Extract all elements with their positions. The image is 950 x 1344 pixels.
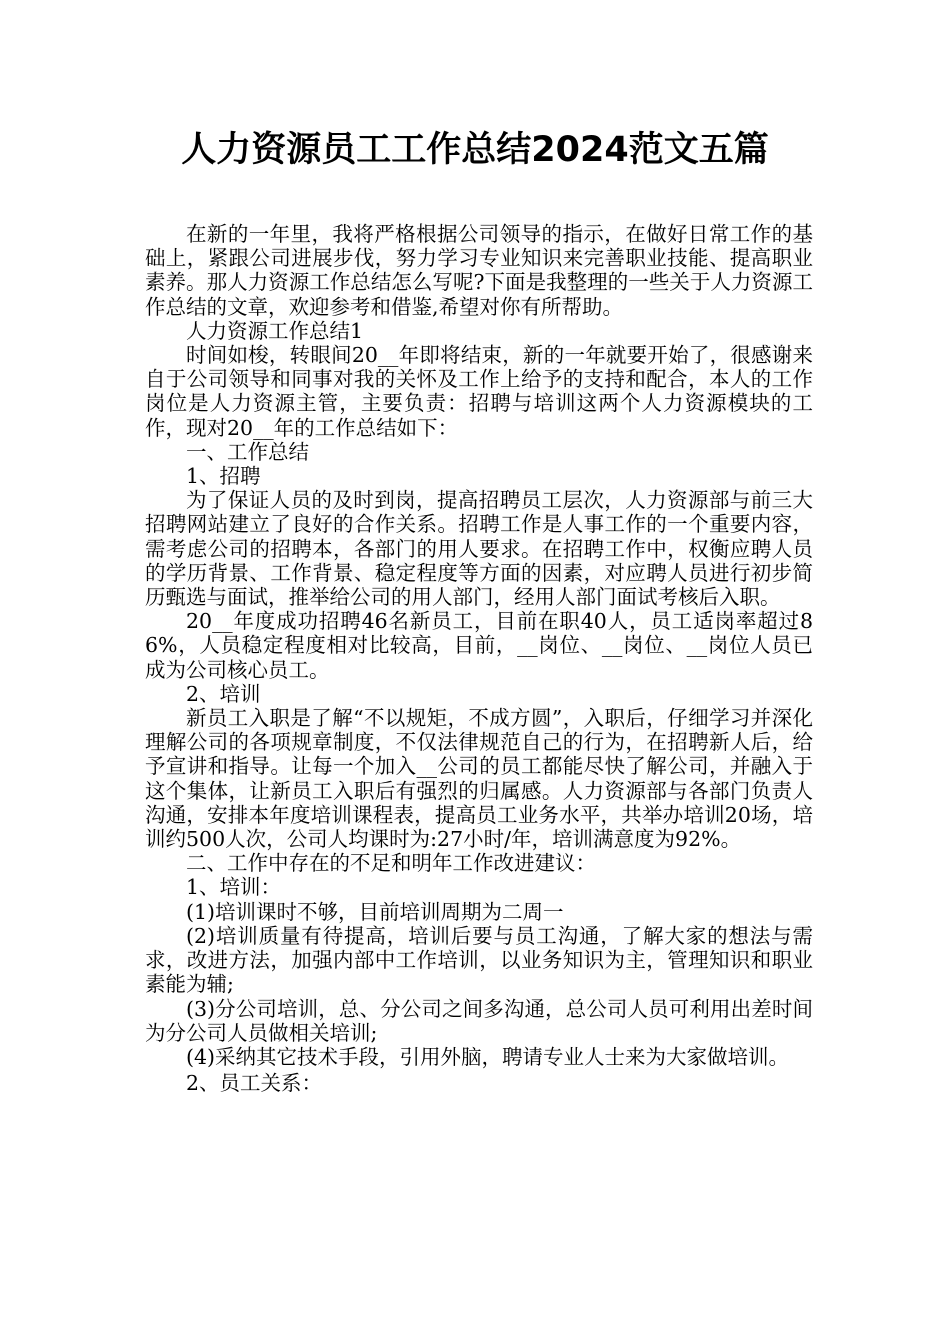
list-item: (3)分公司培训，总、分公司之间多沟通，总公司人员可利用出差时间为分公司人员做相关培训; [145, 996, 813, 1045]
list-item: (1)培训课时不够，目前培训周期为二周一 [186, 899, 564, 924]
subsection-heading: 1、招聘 [186, 464, 261, 489]
body-paragraph: 新员工入职是了解“不以规矩，不成方圆”，入职后，仔细学习并深化理解公司的各项规章制度，不仅法律规范自己的行为，在招聘新人后，给予宣讲和指导。让每一个加入__公司的员工都能尽快了解公司，并融入于这个集体，让新员工入职后有强烈的归属感。人力资源部与各部门负责人沟通，安排本年度培训课程表，提高员工业务水平，共举办培训20场，培训约500人次，公司人均课时为:27小时/年，培训满意度为92%。 [145, 706, 813, 852]
subsection-heading: 1、培训： [186, 875, 282, 900]
list-item: (4)采纳其它技术手段，引用外脑，聘请专业人士来为大家做培训。 [186, 1044, 790, 1069]
document-body [145, 222, 813, 1095]
body-paragraph: 时间如梭，转眼间20__年即将结束，新的一年就要开始了，很感谢来自于公司领导和同事对我的关怀及工作上给予的支持和配合，本人的工作岗位是人力资源主管，主要负责：招聘与培训这两个人力资源模块的工作，现对20__年的工作总结如下： [145, 343, 813, 440]
section-heading: 一、工作总结 [186, 439, 309, 464]
body-paragraph: 20__年度成功招聘46名新员工，目前在职40人，员工适岗率超过86%，人员稳定程度相对比较高，目前，__岗位、__岗位、__岗位人员已成为公司核心员工。 [145, 609, 813, 682]
body-paragraph: 为了保证人员的及时到岗，提高招聘员工层次，人力资源部与前三大招聘网站建立了良好的合作关系。招聘工作是人事工作的一个重要内容，需考虑公司的招聘本，各部门的用人要求。在招聘工作中，权衡应聘人员的学历背景、工作背景、稳定程度等方面的因素，对应聘人员进行初步简历甄选与面试，推举给公司的用人部门，经用人部门面试考核后入职。 [145, 488, 813, 610]
subsection-heading: 2、培训 [186, 681, 261, 706]
section-heading: 人力资源工作总结1 [186, 318, 364, 343]
intro-paragraph: 在新的一年里，我将严格根据公司领导的指示，在做好日常工作的基础上，紧跟公司进展步伐，努力学习专业知识来完善职业技能、提高职业素养。那人力资源工作总结怎么写呢?下面是我整理的一些关于人力资源工作总结的文章，欢迎参考和借鉴,希望对你有所帮助。 [145, 222, 813, 319]
document-title: 人力资源员工工作总结2024范文五篇 [181, 130, 769, 170]
list-item: (2)培训质量有待提高，培训后要与员工沟通，了解大家的想法与需求，改进方法，加强内部中工作培训，以业务知识为主，管理知识和职业素能为辅; [145, 923, 813, 997]
section-heading: 二、工作中存在的不足和明年工作改进建议： [186, 851, 596, 876]
subsection-heading: 2、员工关系： [186, 1071, 323, 1096]
